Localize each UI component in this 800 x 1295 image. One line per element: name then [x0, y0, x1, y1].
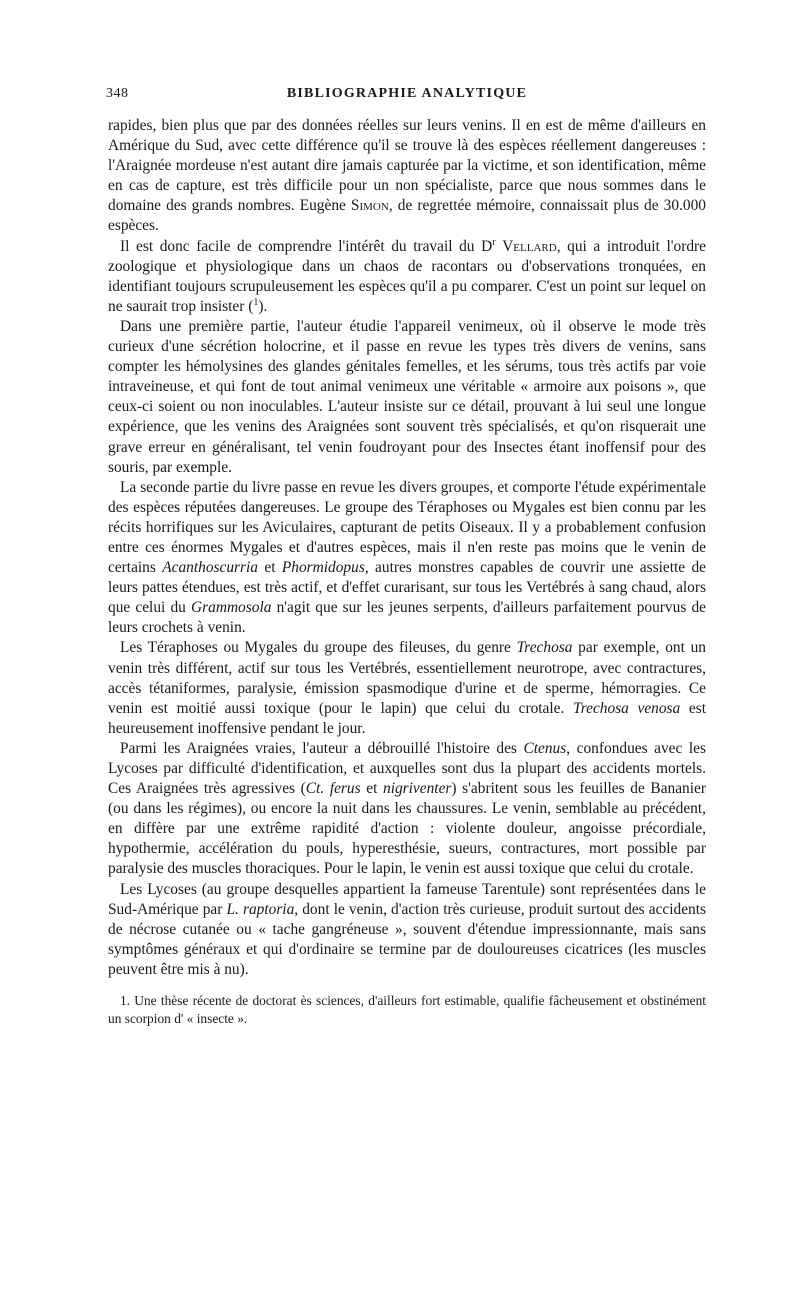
paragraph-1: rapides, bien plus que par des données réelles sur leurs venins. Il en est de même d'ailleurs en Amérique du Sud, avec cette différence qu'il se trouve là des espèces réellement dangereuses : l'Araignée mordeuse n'est autant dire jamais capturée par la victime, et son identification, même en cas de capture, est très difficile pour un non spécialiste, parce que nous sommes dans le domaine des grands nombres. Eugène Simon, de regrettée mémoire, connaissait plus de 30.000 espèces.: [108, 117, 706, 235]
author-name-simon: Simon: [350, 197, 389, 215]
document-page: [108, 84, 706, 1028]
paragraph-3: Dans une première partie, l'auteur étudie l'appareil venimeux, où il observe le mode très curieux d'une sécrétion holocrine, et il passe en revue les types très divers de venins, sans compter les hémolysines des glandes génitales femelles, et les sérums, tous très actifs par voie intraveineuse, et qui font de tout animal venimeux une véritable « armoire aux poisons », que ceux-ci soient ou non inoculables. L'auteur insiste sur ce détail, prouvant à lui seul une longue expérience, que les venins des Araignées sont souvent très spécialisés, et qu'on risquerait une grave erreur en généralisant, tel venin foudroyant pour des Insectes étant inoffensif pour des souris, par exemple.: [108, 317, 706, 476]
footnote-ref: 1: [253, 296, 259, 308]
paragraph-6: Parmi les Araignées vraies, l'auteur a débrouillé l'histoire des Ctenus, confondues avec les Lycoses par difficulté d'identification, et auxquelles sont dus la plupart des accidents mortels. Ces Araignées très agressives (Ct. ferus et nigriventer) s'abritent sous les feuilles de Bananier (ou dans les régimes), ou encore la nuit dans les chaussures. Le venin, semblable au précédent, en diffère par une extrême rapidité d'action : violente douleur, angoisse précordiale, hypothermie, accélération du pouls, hyperesthésie, sueurs, contractures, mort possible par paralysie des muscles thoraciques. Pour le lapin, le venin est aussi toxique que celui du crotale.: [108, 739, 707, 878]
paragraph-2: Il est donc facile de comprendre l'intérêt du travail du $D^r$ Vellard, qui a introduit l'ordre zoologique et physiologique dans un chaos de racontars ou d'observations tronquées, en identifiant toujours scrupuleusement les espèces qu'il a pu comparer. C'est un point sur lequel on ne saurait trop insister ($^1$).: [108, 236, 706, 315]
page-number: 348: [106, 86, 129, 101]
footnote: 1. Une thèse récente de doctorat ès sciences, d'ailleurs fort estimable, qualifie fâcheusement et obstinément un scorpion d' « insecte ».: [108, 993, 706, 1027]
page-header: [108, 84, 706, 104]
paragraph-5: Les Téraphoses ou Mygales du groupe des fileuses, du genre Trechosa par exemple, ont un venin très différent, actif sur tous les Vertébrés, essentiellement neurotrope, avec contractures, accès tétaniformes, paralysie, émission spasmodique d'urine et de sperme, hémorragies. Ce venin est moitié aussi toxique (pour le lapin) que celui du crotale. Trechosa venosa est heureusement inoffensive pendant le jour.: [108, 639, 707, 737]
paragraph-4: La seconde partie du livre passe en revue les divers groupes, et comporte l'étude expérimentale des espèces réputées dangereuses. Le groupe des Téraphoses ou Mygales est bien connu par les récits horrifiques sur les Aviculaires, capturant de petits Oiseaux. Il y a probablement confusion entre ces énormes Mygales et d'autres espèces, mais il n'en reste pas moins que le venin de certains Acanthoscurria et Phormidopus, autres monstres capables de couvrir une assiette de leurs pattes étendues, est très actif, et d'effet curarisant, sur tous les Vertébrés à sang chaud, alors que celui du Grammosola n'agit que sur les jeunes serpents, d'ailleurs parfaitement pourvus de leurs crochets à venin.: [108, 478, 706, 637]
running-title: BIBLIOGRAPHIE ANALYTIQUE: [286, 86, 528, 101]
author-name-vellard: Vellard: [502, 237, 557, 255]
paragraph-7: Les Lycoses (au groupe desquelles appartient la fameuse Tarentule) sont représentées dans le Sud-Amérique par L. raptoria, dont le venin, d'action très curieuse, produit surtout des accidents de nécrose cutanée ou « tache gangréneuse », souvent d'étendue impressionnante, mais sans symptômes généraux et qui d'ordinaire se termine par de douloureuses cicatrices (les muscles peuvent être mis à nu).: [108, 880, 706, 978]
